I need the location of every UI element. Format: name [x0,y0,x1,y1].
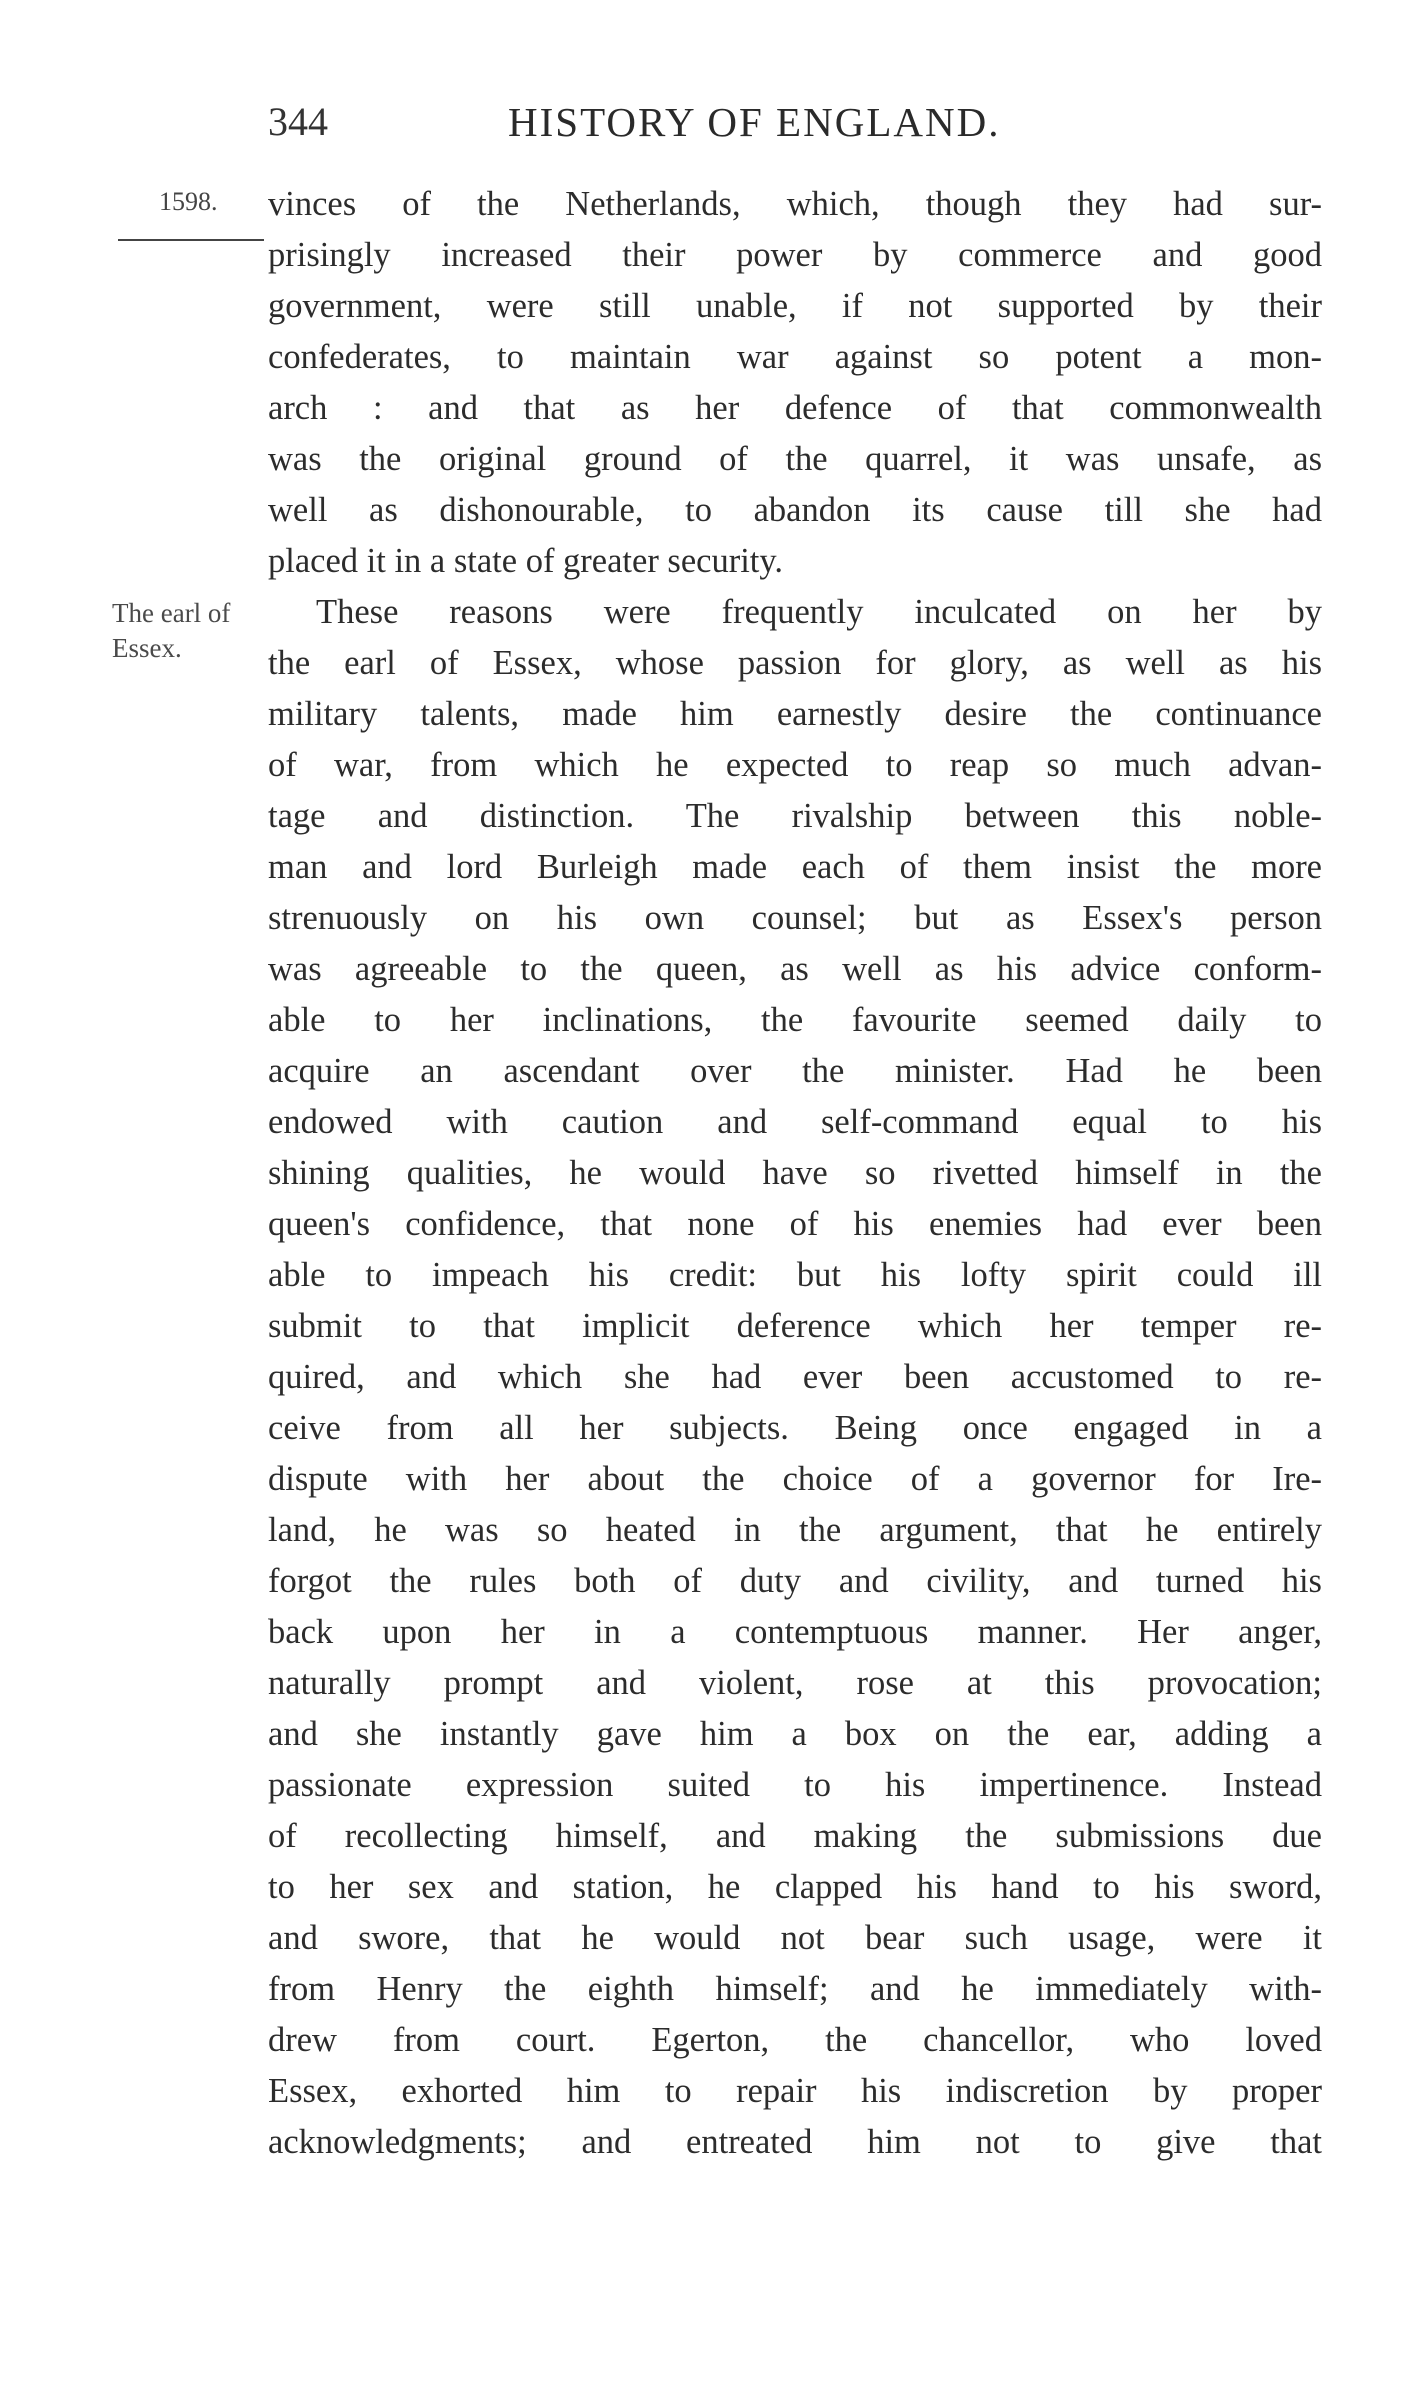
text-line: prisingly increased their power by commerce and good [268,236,1322,274]
text-line: man and lord Burleigh made each of them insist the more [268,848,1322,886]
text-line: acquire an ascendant over the minister. Had he been [268,1052,1322,1090]
text-line: land, he was so heated in the argument, that he entirely [268,1511,1322,1549]
text-line: acknowledgments; and entreated him not to give that [268,2123,1322,2161]
text-line: of recollecting himself, and making the submissions due [268,1817,1322,1855]
margin-note-line: Essex. [112,633,182,663]
text-line: forgot the rules both of duty and civility, and turned his [268,1562,1322,1600]
text-line: well as dishonourable, to abandon its cause till she had [268,491,1322,529]
text-line: was the original ground of the quarrel, it was unsafe, as [268,440,1322,478]
text-line: quired, and which she had ever been accustomed to re- [268,1358,1322,1396]
text-line: vinces of the Netherlands, which, though they had sur- [268,185,1322,223]
text-line: and she instantly gave him a box on the ear, adding a [268,1715,1322,1753]
text-line: endowed with caution and self-command equal to his [268,1103,1322,1141]
margin-note-line: The earl of [112,598,231,628]
text-line: strenuously on his own counsel; but as Essex's person [268,899,1322,937]
margin-year: 1598. [159,187,218,216]
text-line: These reasons were frequently inculcated on her by [316,593,1322,631]
text-line: placed it in a state of greater security. [268,542,784,580]
text-line: to her sex and station, he clapped his hand to his sword, [268,1868,1322,1906]
text-line: able to her inclinations, the favourite seemed daily to [268,1001,1322,1039]
running-head [0,92,1421,152]
text-line: confederates, to maintain war against so potent a mon- [268,338,1322,376]
text-line: tage and distinction. The rivalship between this noble- [268,797,1322,835]
text-line: Essex, exhorted him to repair his indiscretion by proper [268,2072,1322,2110]
text-line: naturally prompt and violent, rose at this provocation; [268,1664,1322,1702]
text-line: passionate expression suited to his impertinence. Instead [268,1766,1322,1804]
text-line: able to impeach his credit: but his lofty spirit could ill [268,1256,1322,1294]
text-line: dispute with her about the choice of a governor for Ire- [268,1460,1322,1498]
text-line: drew from court. Egerton, the chancellor, who loved [268,2021,1322,2059]
text-line: ceive from all her subjects. Being once engaged in a [268,1409,1322,1447]
running-title: HISTORY OF ENGLAND. [508,99,1001,145]
text-line: the earl of Essex, whose passion for glory, as well as his [268,644,1322,682]
text-line: arch : and that as her defence of that commonwealth [268,389,1322,427]
text-line: of war, from which he expected to reap so much advan- [268,746,1322,784]
margin-note [112,596,272,666]
text-line: shining qualities, he would have so rivetted himself in the [268,1154,1322,1192]
text-line: submit to that implicit deference which her temper re- [268,1307,1322,1345]
text-line: military talents, made him earnestly desire the continuance [268,695,1322,733]
text-line: back upon her in a contemptuous manner. Her anger, [268,1613,1322,1651]
page-number: 344 [268,99,328,144]
text-line: and swore, that he would not bear such usage, were it [268,1919,1322,1957]
text-line: government, were still unable, if not supported by their [268,287,1322,325]
text-line: from Henry the eighth himself; and he immediately with- [268,1970,1322,2008]
text-line: queen's confidence, that none of his enemies had ever been [268,1205,1322,1243]
year-divider-rule [118,239,264,241]
body-text [268,179,1322,2168]
text-line: was agreeable to the queen, as well as his advice conform- [268,950,1322,988]
